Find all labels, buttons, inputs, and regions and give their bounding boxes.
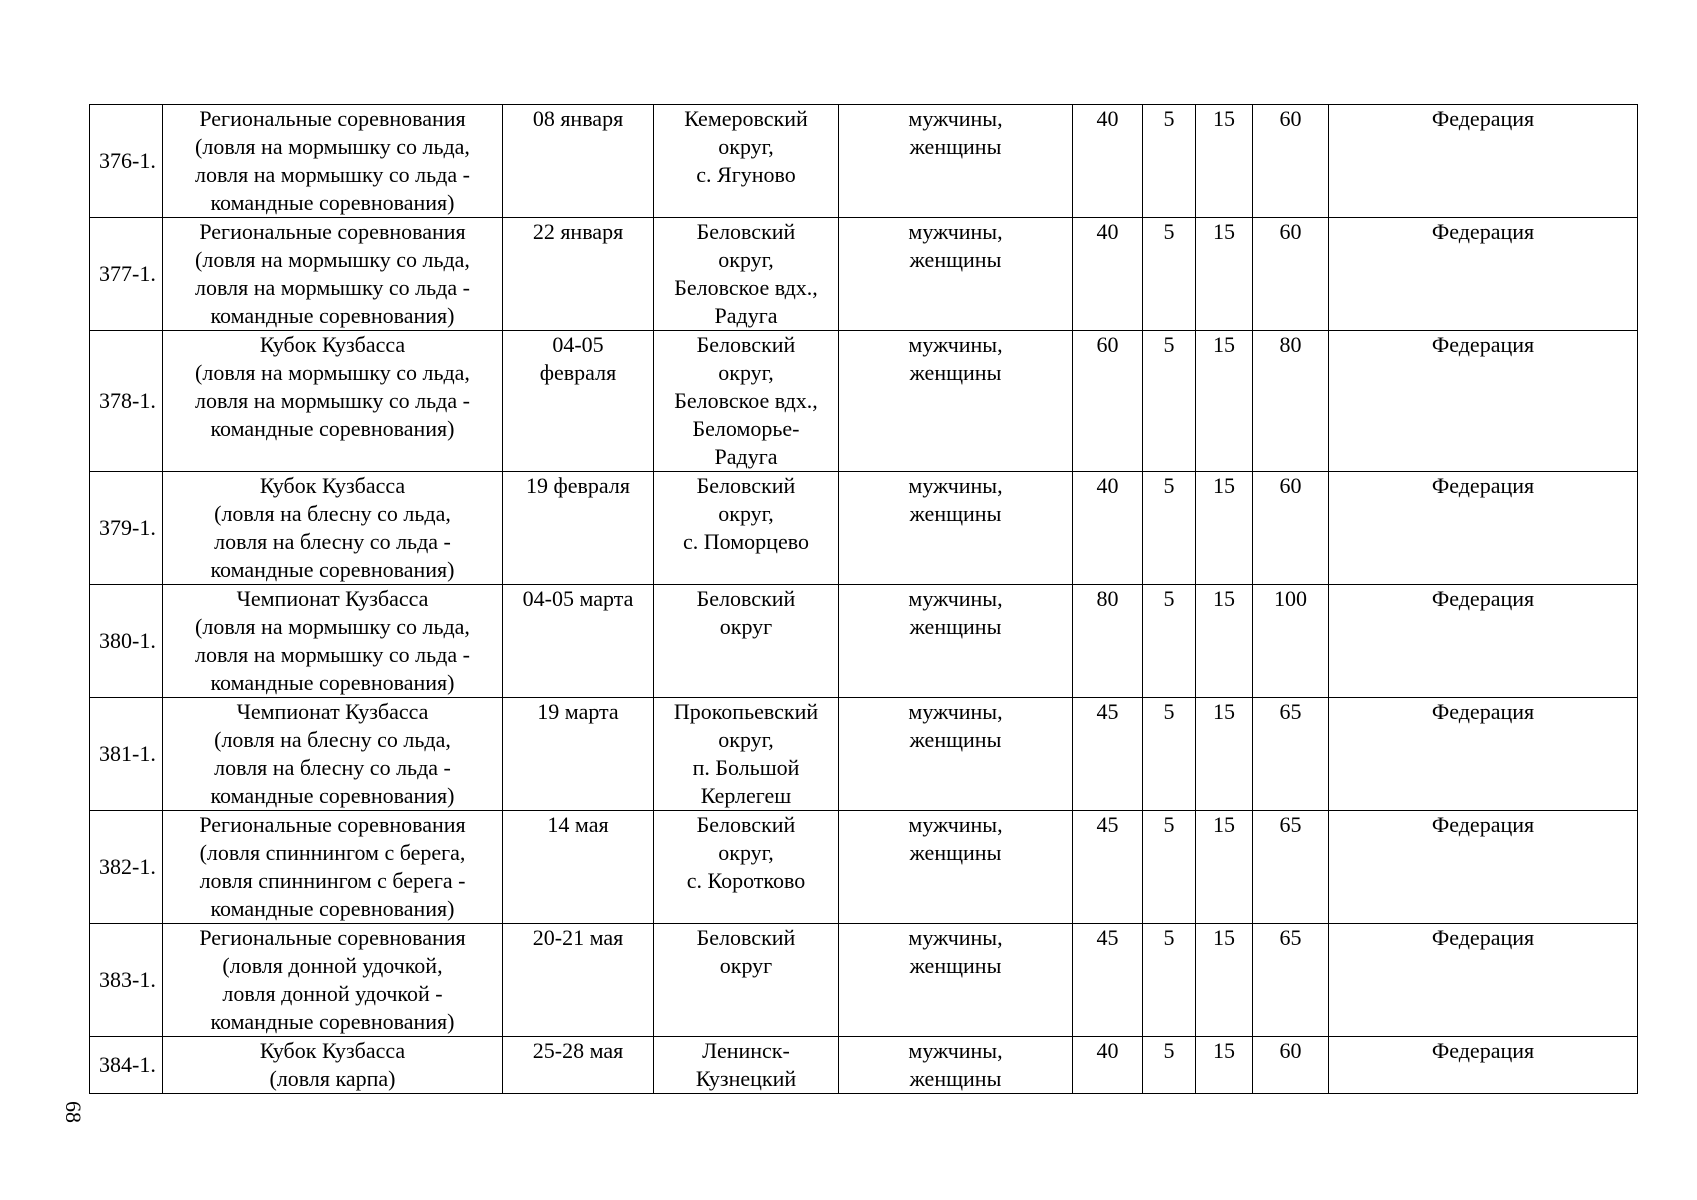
event-name-line: (ловля спиннингом с берега, bbox=[199, 840, 466, 865]
event-name-line: командные соревнования) bbox=[210, 416, 455, 441]
table-row bbox=[90, 1037, 1638, 1094]
event-name bbox=[163, 585, 503, 698]
participants-line: мужчины, bbox=[908, 925, 1003, 950]
event-place bbox=[654, 105, 839, 218]
participants-line: мужчины, bbox=[908, 106, 1003, 131]
event-date bbox=[503, 585, 654, 698]
event-name bbox=[163, 1037, 503, 1094]
participants-line: мужчины, bbox=[908, 586, 1003, 611]
count-1: 40 bbox=[1073, 1037, 1143, 1094]
event-name-line: Кубок Кузбасса bbox=[259, 332, 406, 357]
participants-line: женщины bbox=[909, 134, 1002, 159]
events-table bbox=[89, 104, 1638, 1094]
event-name-line: ловля на мормышку со льда - bbox=[195, 275, 470, 300]
event-date bbox=[503, 924, 654, 1037]
organizer: Федерация bbox=[1329, 698, 1638, 811]
count-3: 15 bbox=[1196, 331, 1253, 472]
row-number: 384-1. bbox=[90, 1037, 163, 1094]
event-name bbox=[163, 698, 503, 811]
event-name bbox=[163, 472, 503, 585]
count-1: 80 bbox=[1073, 585, 1143, 698]
table-body bbox=[90, 105, 1638, 1094]
event-place-line: округ, bbox=[718, 840, 774, 865]
row-number: 376-1. bbox=[90, 105, 163, 218]
row-number: 378-1. bbox=[90, 331, 163, 472]
event-name-line: ловля донной удочкой - bbox=[222, 981, 443, 1006]
count-1: 45 bbox=[1073, 811, 1143, 924]
organizer: Федерация bbox=[1329, 924, 1638, 1037]
organizer: Федерация bbox=[1329, 585, 1638, 698]
event-date-line: февраля bbox=[539, 360, 617, 385]
table-row bbox=[90, 698, 1638, 811]
row-number: 382-1. bbox=[90, 811, 163, 924]
page-number: 68 bbox=[61, 1101, 86, 1123]
event-place-line: Радуга bbox=[714, 444, 778, 469]
event-name-line: Региональные соревнования bbox=[199, 925, 466, 950]
count-2: 5 bbox=[1143, 811, 1196, 924]
event-date-line: 19 февраля bbox=[526, 473, 630, 498]
event-date-line: 20-21 мая bbox=[532, 925, 624, 950]
event-place bbox=[654, 1037, 839, 1094]
organizer: Федерация bbox=[1329, 105, 1638, 218]
event-place-line: округ, bbox=[718, 134, 774, 159]
organizer: Федерация bbox=[1329, 811, 1638, 924]
event-place-line: округ bbox=[719, 614, 773, 639]
event-date-line: 04-05 bbox=[552, 332, 604, 357]
table-row bbox=[90, 105, 1638, 218]
event-place-line: округ, bbox=[718, 727, 774, 752]
event-name bbox=[163, 924, 503, 1037]
table-row bbox=[90, 811, 1638, 924]
participants bbox=[839, 472, 1073, 585]
event-name-line: ловля на мормышку со льда - bbox=[195, 388, 470, 413]
event-place-line: с. Коротково bbox=[686, 868, 806, 893]
count-3: 15 bbox=[1196, 924, 1253, 1037]
event-name-line: ловля спиннингом с берега - bbox=[199, 868, 466, 893]
count-1: 40 bbox=[1073, 218, 1143, 331]
participants-line: женщины bbox=[909, 614, 1002, 639]
event-name-line: Кубок Кузбасса bbox=[259, 1038, 406, 1063]
event-place bbox=[654, 218, 839, 331]
event-name-line: Чемпионат Кузбасса bbox=[236, 586, 429, 611]
event-name-line: командные соревнования) bbox=[210, 557, 455, 582]
count-3: 15 bbox=[1196, 472, 1253, 585]
count-2: 5 bbox=[1143, 698, 1196, 811]
count-total: 65 bbox=[1253, 698, 1329, 811]
participants-line: женщины bbox=[909, 840, 1002, 865]
event-place-line: Кузнецкий bbox=[695, 1066, 797, 1091]
participants-line: женщины bbox=[909, 727, 1002, 752]
event-name-line: командные соревнования) bbox=[210, 1009, 455, 1034]
table-row bbox=[90, 472, 1638, 585]
count-3: 15 bbox=[1196, 105, 1253, 218]
count-total: 65 bbox=[1253, 924, 1329, 1037]
event-place-line: Беловское вдх., bbox=[674, 275, 818, 300]
participants-line: женщины bbox=[909, 247, 1002, 272]
participants bbox=[839, 1037, 1073, 1094]
organizer: Федерация bbox=[1329, 331, 1638, 472]
event-place-line: с. Поморцево bbox=[683, 529, 809, 554]
event-place-line: Прокопьевский bbox=[673, 699, 819, 724]
event-place bbox=[654, 585, 839, 698]
count-3: 15 bbox=[1196, 1037, 1253, 1094]
table-row bbox=[90, 924, 1638, 1037]
event-place-line: Беловский bbox=[696, 219, 796, 244]
count-2: 5 bbox=[1143, 1037, 1196, 1094]
event-date-line: 25-28 мая bbox=[532, 1038, 624, 1063]
event-date-line: 14 мая bbox=[547, 812, 609, 837]
event-name bbox=[163, 218, 503, 331]
event-place bbox=[654, 331, 839, 472]
event-place-line: Беловский bbox=[696, 925, 796, 950]
count-2: 5 bbox=[1143, 585, 1196, 698]
organizer: Федерация bbox=[1329, 1037, 1638, 1094]
count-1: 40 bbox=[1073, 472, 1143, 585]
event-date bbox=[503, 472, 654, 585]
participants-line: женщины bbox=[909, 501, 1002, 526]
participants bbox=[839, 585, 1073, 698]
event-place bbox=[654, 698, 839, 811]
organizer: Федерация bbox=[1329, 472, 1638, 585]
event-name-line: ловля на блесну со льда - bbox=[214, 755, 451, 780]
event-place-line: Беловский bbox=[696, 332, 796, 357]
event-place-line: округ, bbox=[718, 360, 774, 385]
event-place-line: Кемеровский bbox=[684, 106, 808, 131]
count-total: 60 bbox=[1253, 1037, 1329, 1094]
count-3: 15 bbox=[1196, 698, 1253, 811]
event-place-line: Ленинск- bbox=[702, 1038, 790, 1063]
count-2: 5 bbox=[1143, 472, 1196, 585]
event-date bbox=[503, 105, 654, 218]
event-date-line: 08 января bbox=[532, 106, 624, 131]
event-name-line: (ловля донной удочкой, bbox=[222, 953, 443, 978]
count-3: 15 bbox=[1196, 585, 1253, 698]
count-2: 5 bbox=[1143, 105, 1196, 218]
event-name-line: ловля на мормышку со льда - bbox=[195, 162, 470, 187]
count-2: 5 bbox=[1143, 924, 1196, 1037]
event-name bbox=[163, 331, 503, 472]
event-name-line: командные соревнования) bbox=[210, 896, 455, 921]
event-name-line: (ловля на мормышку со льда, bbox=[195, 360, 470, 385]
event-name-line: ловля на блесну со льда - bbox=[214, 529, 451, 554]
event-date-line: 19 марта bbox=[537, 699, 619, 724]
count-3: 15 bbox=[1196, 811, 1253, 924]
participants-line: женщины bbox=[909, 360, 1002, 385]
row-number: 377-1. bbox=[90, 218, 163, 331]
event-place-line: с. Ягуново bbox=[696, 162, 796, 187]
event-date bbox=[503, 331, 654, 472]
event-place-line: Беловский bbox=[696, 586, 796, 611]
event-place-line: Беловский bbox=[696, 812, 796, 837]
organizer: Федерация bbox=[1329, 218, 1638, 331]
participants bbox=[839, 924, 1073, 1037]
event-name-line: (ловля на мормышку со льда, bbox=[195, 614, 470, 639]
count-1: 45 bbox=[1073, 924, 1143, 1037]
event-place-line: Радуга bbox=[714, 303, 778, 328]
event-place-line: п. Большой bbox=[692, 755, 800, 780]
event-date bbox=[503, 811, 654, 924]
event-name-line: (ловля на блесну со льда, bbox=[214, 501, 451, 526]
count-total: 80 bbox=[1253, 331, 1329, 472]
event-place-line: округ, bbox=[718, 501, 774, 526]
count-1: 45 bbox=[1073, 698, 1143, 811]
event-date bbox=[503, 218, 654, 331]
count-1: 60 bbox=[1073, 331, 1143, 472]
event-name bbox=[163, 105, 503, 218]
event-name-line: командные соревнования) bbox=[210, 783, 455, 808]
participants bbox=[839, 105, 1073, 218]
event-name-line: Региональные соревнования bbox=[199, 219, 466, 244]
participants-line: женщины bbox=[909, 953, 1002, 978]
row-number: 379-1. bbox=[90, 472, 163, 585]
event-place-line: округ bbox=[719, 953, 773, 978]
event-place bbox=[654, 811, 839, 924]
count-total: 60 bbox=[1253, 218, 1329, 331]
event-name-line: (ловля на блесну со льда, bbox=[214, 727, 451, 752]
participants-line: мужчины, bbox=[908, 219, 1003, 244]
table-row bbox=[90, 331, 1638, 472]
event-name-line: ловля на мормышку со льда - bbox=[195, 642, 470, 667]
event-name-line: командные соревнования) bbox=[210, 303, 455, 328]
row-number: 380-1. bbox=[90, 585, 163, 698]
participants-line: мужчины, bbox=[908, 699, 1003, 724]
participants bbox=[839, 811, 1073, 924]
event-date bbox=[503, 1037, 654, 1094]
event-place bbox=[654, 924, 839, 1037]
event-name-line: Региональные соревнования bbox=[199, 812, 466, 837]
participants-line: мужчины, bbox=[908, 332, 1003, 357]
event-name-line: Кубок Кузбасса bbox=[259, 473, 406, 498]
event-name-line: (ловля на мормышку со льда, bbox=[195, 247, 470, 272]
event-name-line: командные соревнования) bbox=[210, 670, 455, 695]
event-date bbox=[503, 698, 654, 811]
event-place-line: Керлегеш bbox=[700, 783, 792, 808]
event-name bbox=[163, 811, 503, 924]
event-place-line: Беловское вдх., bbox=[674, 388, 818, 413]
count-total: 100 bbox=[1253, 585, 1329, 698]
event-place-line: округ, bbox=[718, 247, 774, 272]
event-name-line: Чемпионат Кузбасса bbox=[236, 699, 429, 724]
count-total: 65 bbox=[1253, 811, 1329, 924]
row-number: 381-1. bbox=[90, 698, 163, 811]
count-2: 5 bbox=[1143, 218, 1196, 331]
event-place-line: Беловский bbox=[696, 473, 796, 498]
event-place-line: Беломорье- bbox=[692, 416, 800, 441]
participants bbox=[839, 331, 1073, 472]
event-name-line: (ловля на мормышку со льда, bbox=[195, 134, 470, 159]
table-row bbox=[90, 585, 1638, 698]
participants bbox=[839, 698, 1073, 811]
row-number: 383-1. bbox=[90, 924, 163, 1037]
event-name-line: (ловля карпа) bbox=[269, 1066, 396, 1091]
event-name-line: командные соревнования) bbox=[210, 190, 455, 215]
participants-line: мужчины, bbox=[908, 1038, 1003, 1063]
count-total: 60 bbox=[1253, 105, 1329, 218]
event-name-line: Региональные соревнования bbox=[199, 106, 466, 131]
event-date-line: 22 января bbox=[532, 219, 624, 244]
participants bbox=[839, 218, 1073, 331]
table-row bbox=[90, 218, 1638, 331]
participants-line: мужчины, bbox=[908, 473, 1003, 498]
count-total: 60 bbox=[1253, 472, 1329, 585]
event-place bbox=[654, 472, 839, 585]
count-3: 15 bbox=[1196, 218, 1253, 331]
count-1: 40 bbox=[1073, 105, 1143, 218]
event-date-line: 04-05 марта bbox=[522, 586, 634, 611]
participants-line: мужчины, bbox=[908, 812, 1003, 837]
count-2: 5 bbox=[1143, 331, 1196, 472]
participants-line: женщины bbox=[909, 1066, 1002, 1091]
